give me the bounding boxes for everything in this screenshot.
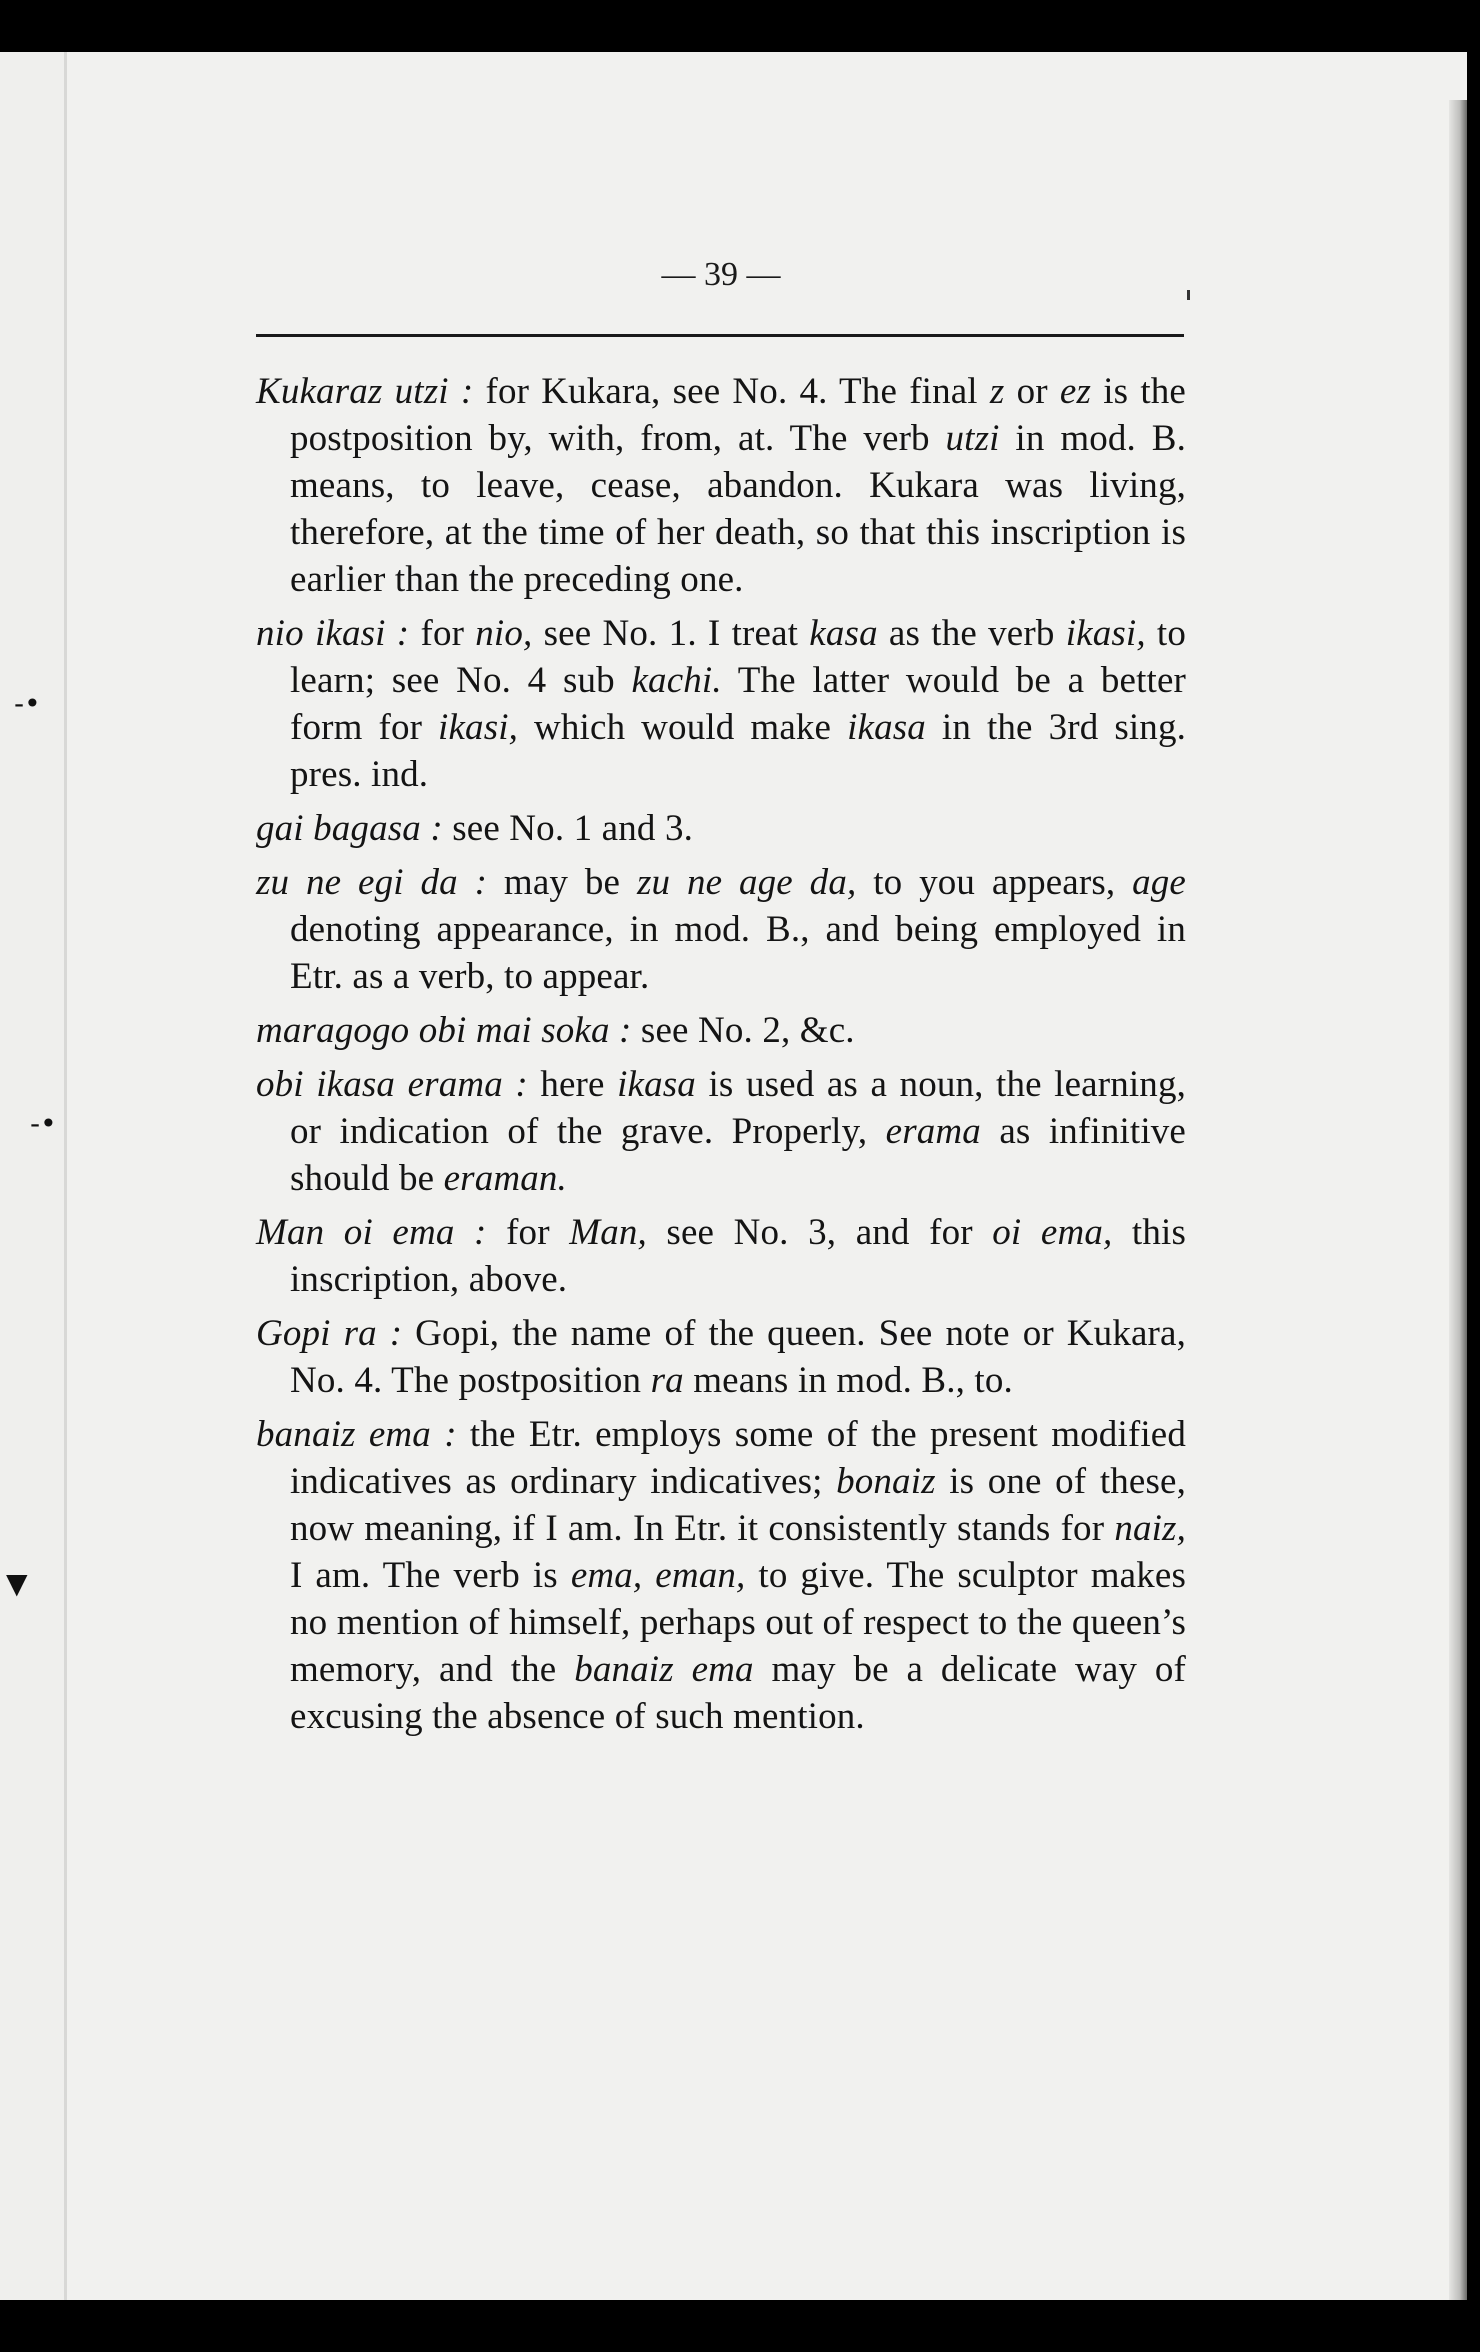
entry-text: in the 3rd sing. pres. ind. — [290, 707, 1186, 795]
glossary-entry — [256, 1061, 1186, 1202]
entry-text: is one of these, now meaning, if I am. In Etr. it consistently stands for — [290, 1461, 1186, 1549]
italic-word: ez — [1059, 371, 1092, 412]
glossary-entry — [256, 805, 1186, 852]
entry-text: denoting appearance, in mod. B., and being employed in Etr. as a verb, to appear. — [290, 909, 1186, 997]
binding-mark: ‑• — [14, 687, 41, 720]
entry-text: see No. 3, and for — [646, 1212, 993, 1253]
italic-word: ikasa — [617, 1064, 696, 1105]
entry-text: which would make — [518, 707, 848, 748]
italic-word: bonaiz — [836, 1461, 936, 1502]
entry-text: to you appears, — [856, 862, 1133, 903]
entry-term: nio ikasi : — [256, 613, 410, 654]
italic-word: age — [1132, 862, 1186, 903]
glossary-entry — [256, 1007, 1186, 1054]
entry-term: zu ne egi da : — [256, 862, 488, 903]
italic-word: banaiz ema — [574, 1649, 754, 1690]
entry-term: Kukaraz utzi : — [256, 371, 474, 412]
binding-mark: ‑• — [30, 1107, 57, 1140]
page-number: — 39 — — [661, 256, 781, 293]
header-rule — [256, 334, 1184, 337]
glossary-entry — [256, 859, 1186, 1000]
entry-text: for Kukara, see No. 4. The final — [473, 371, 990, 412]
entry-text: I am. The verb is — [290, 1555, 571, 1596]
italic-word: ema, eman, — [570, 1555, 746, 1596]
italic-word: z — [989, 371, 1005, 412]
entry-term: banaiz ema : — [256, 1414, 457, 1455]
entry-text: for — [486, 1212, 570, 1253]
entry-text: this inscription, above. — [290, 1212, 1186, 1300]
italic-word: ikasa — [847, 707, 926, 748]
entry-text: may be a delicate way of excusing the absence of such mention. — [290, 1649, 1186, 1737]
binding-mark: ▼ — [6, 1567, 28, 1600]
italic-word: erama — [885, 1111, 981, 1152]
entry-term: obi ikasa erama : — [256, 1064, 528, 1105]
entry-text: means in mod. B., to. — [683, 1360, 1013, 1401]
entry-text: see No. 1 and 3. — [442, 808, 693, 849]
entry-text: to give. The sculptor makes no mention of himself, perhaps out of respect to the queen’s memory, and the — [290, 1555, 1186, 1690]
entry-text: may be — [487, 862, 637, 903]
entry-text: is used as a noun, the learning, or indication of the grave. Properly, — [290, 1064, 1187, 1152]
italic-word: ra — [650, 1360, 684, 1401]
entry-text: Gopi, the name of the queen. See note or Kukara, No. 4. The postposition — [290, 1313, 1186, 1401]
glossary-entry — [256, 610, 1186, 798]
italic-word: ikasi, — [1065, 613, 1146, 654]
entry-text: here — [527, 1064, 618, 1105]
glossary-body — [256, 368, 1186, 1747]
italic-word: nio, — [475, 613, 533, 654]
left-page-margin — [0, 52, 68, 2300]
glossary-entry — [256, 368, 1186, 603]
entry-text: The latter would be a better form for — [290, 660, 1186, 748]
entry-text: to learn; see No. 4 sub — [290, 613, 1187, 701]
italic-word: kachi. — [631, 660, 722, 701]
entry-term: Gopi ra : — [256, 1313, 403, 1354]
glossary-entry — [256, 1209, 1186, 1303]
entry-text: see No. 2, &c. — [631, 1010, 855, 1051]
italic-word: kasa — [809, 613, 878, 654]
italic-word: oi ema, — [992, 1212, 1113, 1253]
entry-text: for — [409, 613, 476, 654]
italic-word: eraman. — [443, 1158, 567, 1199]
entry-text: as infinitive should be — [290, 1111, 1186, 1199]
italic-word: ikasi, — [438, 707, 519, 748]
entry-text: or — [1004, 371, 1060, 412]
entry-text: see No. 1. I treat — [532, 613, 810, 654]
ink-speck — [1187, 290, 1190, 300]
glossary-entry — [256, 1411, 1186, 1740]
entry-term: maragogo obi mai soka : — [256, 1010, 632, 1051]
entry-text: as the verb — [877, 613, 1066, 654]
entry-term: Man oi ema : — [256, 1212, 487, 1253]
entry-text: in mod. B. means, to leave, cease, abandon. Kukara was living, therefore, at the time of her death, so that this inscription is earlier than the preceding one. — [290, 418, 1186, 600]
italic-word: Man, — [569, 1212, 647, 1253]
entry-text: is the postposition by, with, from, at. The verb — [290, 371, 1187, 459]
italic-word: zu ne age da, — [636, 862, 857, 903]
italic-word: utzi — [945, 418, 1000, 459]
glossary-entry — [256, 1310, 1186, 1404]
italic-word: naiz, — [1114, 1508, 1186, 1549]
entry-text: the Etr. employs some of the present modified indicatives as ordinary indicatives; — [290, 1414, 1186, 1502]
entry-term: gai bagasa : — [256, 808, 443, 849]
page-edge — [1449, 100, 1467, 2300]
